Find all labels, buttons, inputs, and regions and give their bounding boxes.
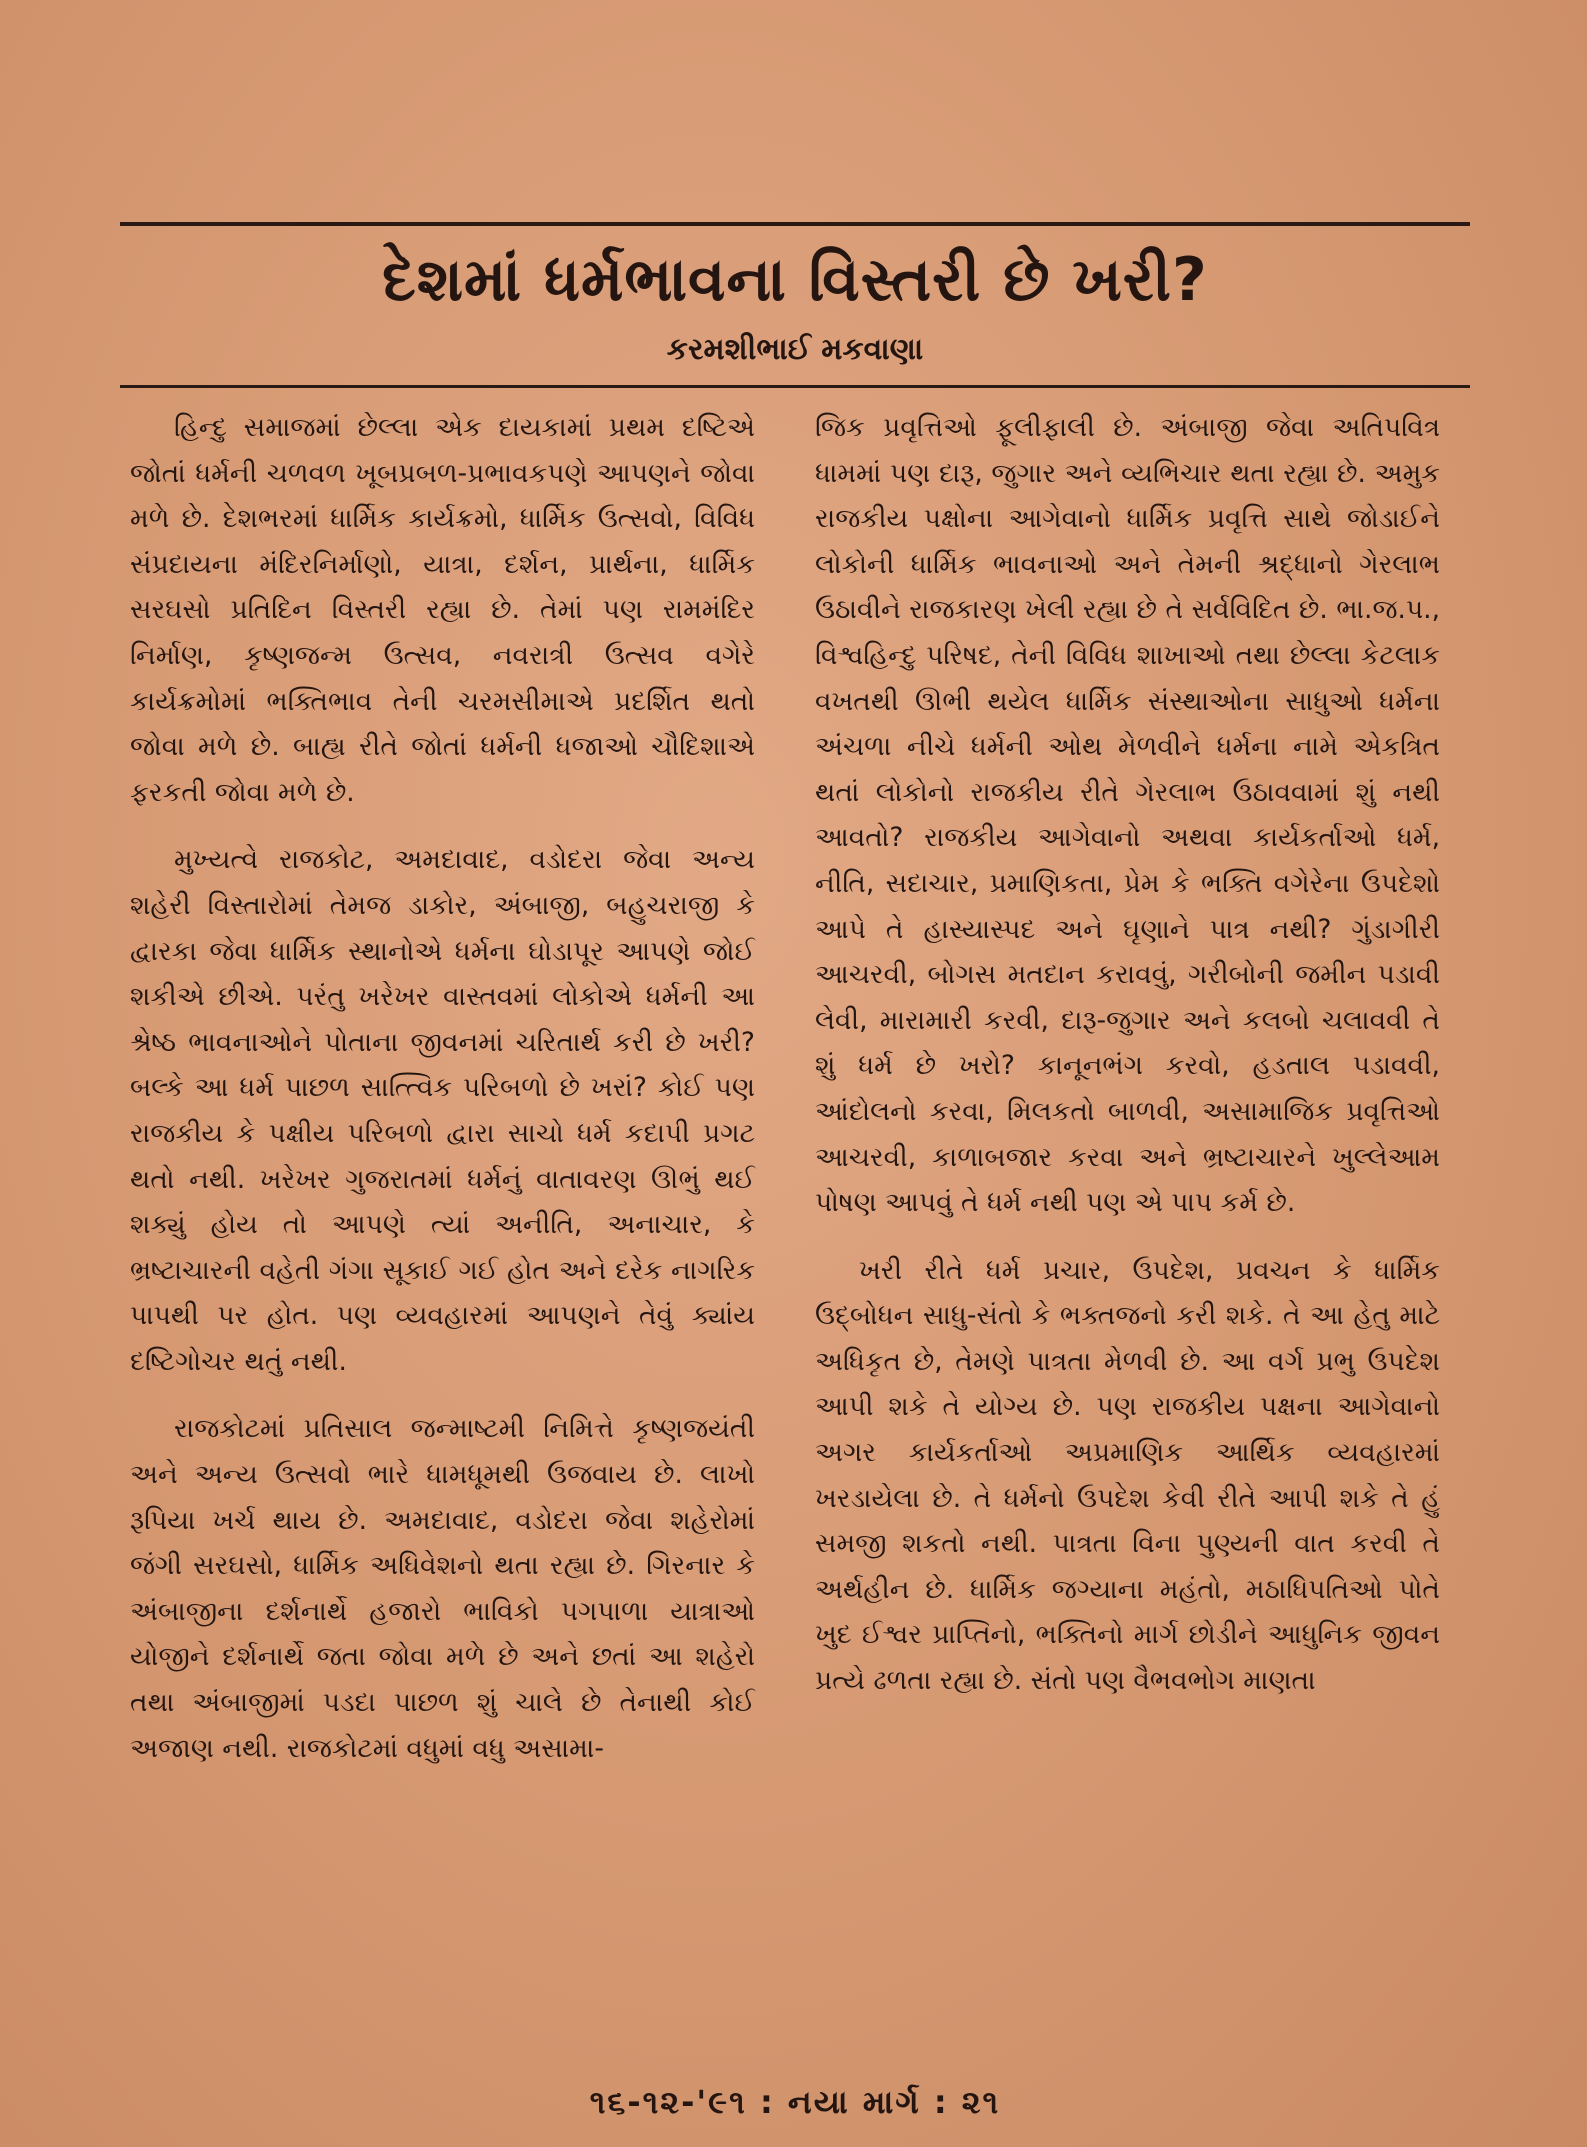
left-column bbox=[130, 405, 755, 1793]
paragraph: હિન્દુ સમાજમાં છેલ્લા એક દાયકામાં પ્રથમ દષ્ટિએ જોતાં ધર્મની ચળવળ ખૂબપ્રબળ-પ્રભાવકપણે આપણને જોવા મળે છે. દેશભરમાં ધાર્મિક કાર્યક્રમો, ધાર્મિક ઉત્સવો, વિવિધ સંપ્રદાયના મંદિરનિર્માણો, યાત્રા, દર્શન, પ્રાર્થના, ધાર્મિક સરઘસો પ્રતિદિન વિસ્તરી રહ્યા છે. તેમાં પણ રામમંદિર નિર્માણ, કૃષ્ણજન્મ ઉત્સવ, નવરાત્રી ઉત્સવ વગેરે કાર્યક્રમોમાં ભક્તિભાવ તેની ચરમસીમાએ પ્રદર્શિત થતો જોવા મળે છે. બાહ્ય રીતે જોતાં ધર્મની ધજાઓ ચૌદિશાએ ફરકતી જોવા મળે છે. bbox=[130, 412, 755, 808]
paragraph: મુખ્યત્વે રાજકોટ, અમદાવાદ, વડોદરા જેવા અન્ય શહેરી વિસ્તારોમાં તેમજ ડાકોર, અંબાજી, બહુચરાજી કે દ્વારકા જેવા ધાર્મિક સ્થાનોએ ધર્મના ઘોડાપૂર આપણે જોઈ શકીએ છીએ. પરંતુ ખરેખર વાસ્તવમાં લોકોએ ધર્મની આ શ્રેષ્ઠ ભાવનાઓને પોતાના જીવનમાં ચરિતાર્થ કરી છે ખરી? બલ્કે આ ધર્મ પાછળ સાત્ત્વિક પરિબળો છે ખરાં? કોઈ પણ રાજકીય કે પક્ષીય પરિબળો દ્વારા સાચો ધર્મ કદાપી પ્રગટ થતો નથી. ખરેખર ગુજરાતમાં ધર્મનું વાતાવરણ ઊભું થઈ શક્યું હોય તો આપણે ત્યાં અનીતિ, અનાચાર, કે ભ્રષ્ટાચારની વહેતી ગંગા સૂકાઈ ગઈ હોત અને દરેક નાગરિક પાપથી પર હોત. પણ વ્યવહારમાં આપણને તેવું ક્યાંય દષ્ટિગોચર થતું નથી. bbox=[130, 844, 755, 1377]
top-rule bbox=[120, 222, 1470, 226]
title-rule bbox=[120, 385, 1470, 388]
right-column bbox=[815, 405, 1440, 1726]
article-title: દેશમાં ધર્મભાવના વિસ્તરી છે ખરી? bbox=[382, 245, 1208, 315]
page-footer: ૧૬-૧૨-'૯૧ : નયા માર્ગ : ૨૧ bbox=[589, 2083, 1001, 2121]
article-author: કરમશીભાઈ મકવાણા bbox=[666, 332, 924, 367]
paragraph: ખરી રીતે ધર્મ પ્રચાર, ઉપદેશ, પ્રવચન કે ધાર્મિક ઉદ્બોધન સાધુ-સંતો કે ભક્તજનો કરી શકે. તે આ હેતુ માટે અધિકૃત છે, તેમણે પાત્રતા મેળવી છે. આ વર્ગ પ્રભુ ઉપદેશ આપી શકે તે યોગ્ય છે. પણ રાજકીય પક્ષના આગેવાનો અગર કાર્યકર્તાઓ અપ્રમાણિક આર્થિક વ્યવહારમાં ખરડાયેલા છે. તે ધર્મનો ઉપદેશ કેવી રીતે આપી શકે તે હું સમજી શકતો નથી. પાત્રતા વિના પુણ્યની વાત કરવી તે અર્થહીન છે. ધાર્મિક જગ્યાના મહંતો, મઠાધિપતિઓ પોતે ખુદ ઈશ્વર પ્રાપ્તિનો, ભક્તિનો માર્ગ છોડીને આધુનિક જીવન પ્રત્યે ઢળતા રહ્યા છે. સંતો પણ વૈભવભોગ માણતા bbox=[815, 1254, 1440, 1697]
paragraph: રાજકોટમાં પ્રતિસાલ જન્માષ્ટમી નિમિત્તે કૃષ્ણજયંતી અને અન્ય ઉત્સવો ભારે ધામધૂમથી ઉજવાય છે. લાખો રૂપિયા ખર્ચ થાય છે. અમદાવાદ, વડોદરા જેવા શહેરોમાં જંગી સરઘસો, ધાર્મિક અધિવેશનો થતા રહ્યા છે. ગિરનાર કે અંબાજીના દર્શનાર્થે હજારો ભાવિકો પગપાળા યાત્રાઓ યોજીને દર્શનાર્થે જતા જોવા મળે છે અને છતાં આ શહેરો તથા અંબાજીમાં પડદા પાછળ શું ચાલે છે તેનાથી કોઈ અજાણ નથી. રાજકોટમાં વધુમાં વધુ અસામા- bbox=[130, 1413, 755, 1764]
paragraph: જિક પ્રવૃત્તિઓ ફૂલીફાલી છે. અંબાજી જેવા અતિપવિત્ર ધામમાં પણ દારૂ, જુગાર અને વ્યભિચાર થતા રહ્યા છે. અમુક રાજકીય પક્ષોના આગેવાનો ધાર્મિક પ્રવૃત્તિ સાથે જોડાઈને લોકોની ધાર્મિક ભાવનાઓ અને તેમની શ્રદ્ધાનો ગેરલાભ ઉઠાવીને રાજકારણ ખેલી રહ્યા છે તે સર્વવિદિત છે. ભા.જ.પ., વિશ્વહિન્દુ પરિષદ, તેની વિવિધ શાખાઓ તથા છેલ્લા કેટલાક વખતથી ઊભી થયેલ ધાર્મિક સંસ્થાઓના સાધુઓ ધર્મના અંચળા નીચે ધર્મની ઓથ મેળવીને ધર્મના નામે એકત્રિત થતાં લોકોનો રાજકીય રીતે ગેરલાભ ઉઠાવવામાં શું નથી આવતો? રાજકીય આગેવાનો અથવા કાર્યકર્તાઓ ધર્મ, નીતિ, સદાચાર, પ્રમાણિકતા, પ્રેમ કે ભક્તિ વગેરેના ઉપદેશો આપે તે હાસ્યાસ્પદ અને ઘૃણાને પાત્ર નથી? ગુંડાગીરી આચરવી, બોગસ મતદાન કરાવવું, ગરીબોની જમીન પડાવી લેવી, મારામારી કરવી, દારૂ-જુગાર અને કલબો ચલાવવી તે શું ધર્મ છે ખરો? કાનૂનભંગ કરવો, હડતાલ પડાવવી, આંદોલનો કરવા, મિલકતો બાળવી, અસામાજિક પ્રવૃત્તિઓ આચરવી, કાળાબજાર કરવા અને ભ્રષ્ટાચારને ખુલ્લેઆમ પોષણ આપવું તે ધર્મ નથી પણ એ પાપ કર્મ છે. bbox=[815, 412, 1440, 1219]
